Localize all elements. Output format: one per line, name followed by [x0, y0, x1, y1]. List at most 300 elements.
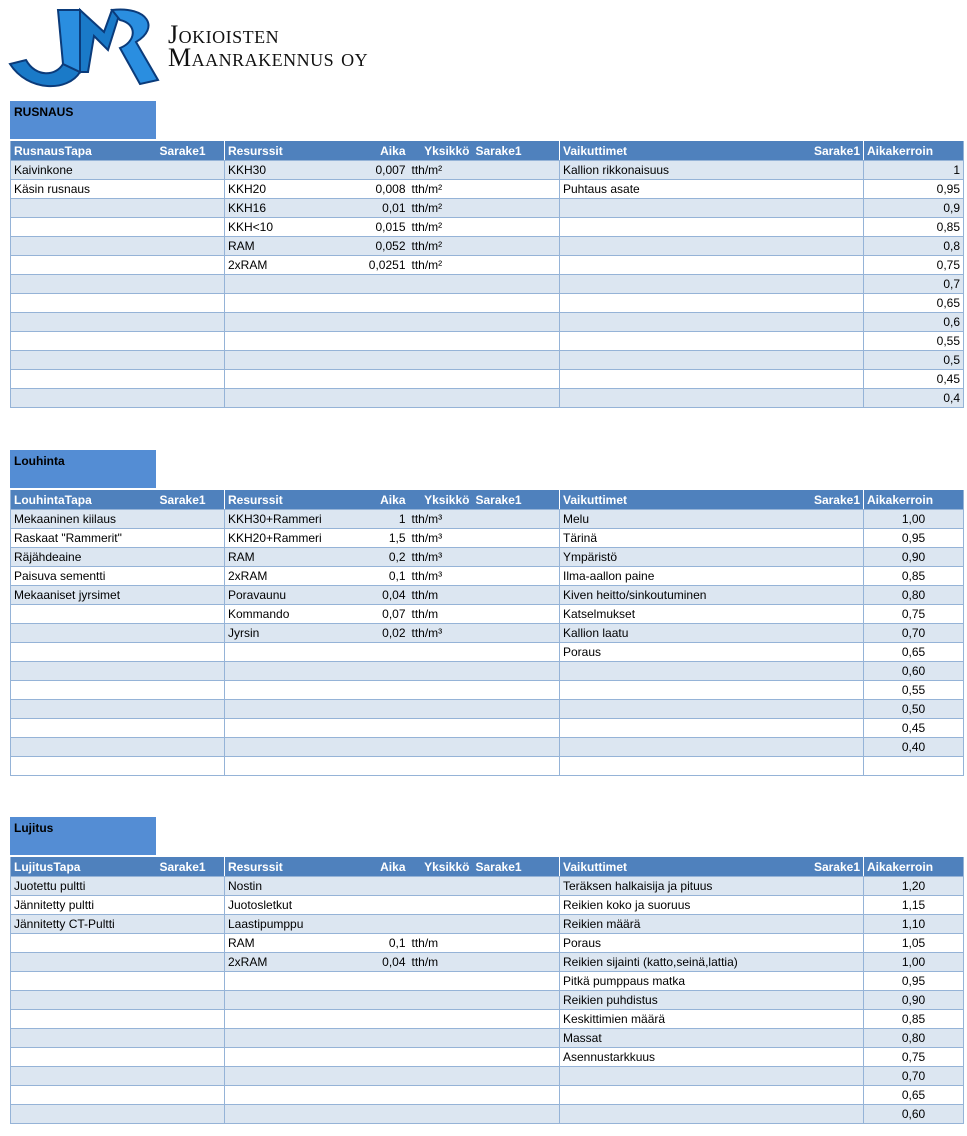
- table-cell[interactable]: [225, 1010, 343, 1029]
- column-header[interactable]: Yksikkö: [409, 490, 473, 510]
- table-cell[interactable]: [157, 351, 225, 370]
- table-cell[interactable]: [343, 991, 409, 1010]
- table-cell[interactable]: [560, 275, 800, 294]
- table-cell[interactable]: Keskittimien määrä: [560, 1010, 800, 1029]
- table-cell[interactable]: [225, 662, 343, 681]
- table-cell[interactable]: 0,1: [343, 934, 409, 953]
- table-cell[interactable]: [800, 1048, 864, 1067]
- table-cell[interactable]: [473, 529, 560, 548]
- table-cell[interactable]: 0,90: [864, 548, 964, 567]
- table-cell[interactable]: [157, 161, 225, 180]
- table-cell[interactable]: Poraus: [560, 934, 800, 953]
- table-cell[interactable]: [11, 934, 157, 953]
- table-cell[interactable]: [225, 1067, 343, 1086]
- table-cell[interactable]: [225, 738, 343, 757]
- table-cell[interactable]: Kallion rikkonaisuus: [560, 161, 800, 180]
- table-cell[interactable]: Jyrsin: [225, 624, 343, 643]
- table-cell[interactable]: 2xRAM: [225, 256, 343, 275]
- table-cell[interactable]: [157, 681, 225, 700]
- table-cell[interactable]: Kaivinkone: [11, 161, 157, 180]
- table-cell[interactable]: [343, 351, 409, 370]
- table-cell[interactable]: 0,85: [864, 1010, 964, 1029]
- table-cell[interactable]: 0,02: [343, 624, 409, 643]
- table-cell[interactable]: [409, 1067, 473, 1086]
- table-cell[interactable]: [473, 180, 560, 199]
- table-cell[interactable]: tth/m²: [409, 180, 473, 199]
- table-cell[interactable]: [800, 180, 864, 199]
- table-cell[interactable]: [800, 275, 864, 294]
- table-cell[interactable]: [343, 1067, 409, 1086]
- table-cell[interactable]: [157, 548, 225, 567]
- table-cell[interactable]: 1,00: [864, 953, 964, 972]
- table-cell[interactable]: [560, 738, 800, 757]
- table-cell[interactable]: [343, 275, 409, 294]
- table-cell[interactable]: 0,007: [343, 161, 409, 180]
- column-header[interactable]: Sarake1: [157, 490, 225, 510]
- table-cell[interactable]: KKH30+Rammeri: [225, 510, 343, 529]
- table-cell[interactable]: [560, 700, 800, 719]
- table-cell[interactable]: [800, 1067, 864, 1086]
- table-cell[interactable]: [225, 643, 343, 662]
- table-cell[interactable]: tth/m: [409, 605, 473, 624]
- table-cell[interactable]: [157, 370, 225, 389]
- table-cell[interactable]: [343, 332, 409, 351]
- table-cell[interactable]: [157, 1010, 225, 1029]
- table-cell[interactable]: 0,50: [864, 700, 964, 719]
- table-cell[interactable]: [343, 877, 409, 896]
- table-cell[interactable]: [473, 313, 560, 332]
- table-cell[interactable]: 0,1: [343, 567, 409, 586]
- table-cell[interactable]: [225, 991, 343, 1010]
- table-cell[interactable]: 0,7: [864, 275, 964, 294]
- table-cell[interactable]: [800, 389, 864, 408]
- table-cell[interactable]: 0,01: [343, 199, 409, 218]
- table-cell[interactable]: Raskaat "Rammerit": [11, 529, 157, 548]
- table-cell[interactable]: Puhtaus asate: [560, 180, 800, 199]
- table-cell[interactable]: [225, 351, 343, 370]
- table-cell[interactable]: [343, 700, 409, 719]
- table-cell[interactable]: [800, 256, 864, 275]
- table-cell[interactable]: [473, 953, 560, 972]
- table-cell[interactable]: tth/m: [409, 953, 473, 972]
- table-cell[interactable]: Kommando: [225, 605, 343, 624]
- table-cell[interactable]: [800, 624, 864, 643]
- table-cell[interactable]: [157, 757, 225, 776]
- table-cell[interactable]: [11, 1029, 157, 1048]
- table-cell[interactable]: [157, 567, 225, 586]
- column-header[interactable]: Sarake1: [800, 490, 864, 510]
- table-cell[interactable]: [473, 218, 560, 237]
- table-cell[interactable]: Reikien määrä: [560, 915, 800, 934]
- table-cell[interactable]: [157, 313, 225, 332]
- table-cell[interactable]: [225, 275, 343, 294]
- table-cell[interactable]: [473, 1029, 560, 1048]
- table-cell[interactable]: [11, 643, 157, 662]
- table-cell[interactable]: 0,45: [864, 719, 964, 738]
- table-cell[interactable]: [473, 294, 560, 313]
- table-cell[interactable]: [157, 991, 225, 1010]
- table-cell[interactable]: [11, 662, 157, 681]
- table-cell[interactable]: [409, 757, 473, 776]
- column-header[interactable]: Sarake1: [157, 857, 225, 877]
- table-cell[interactable]: 0,5: [864, 351, 964, 370]
- table-cell[interactable]: 2xRAM: [225, 953, 343, 972]
- table-cell[interactable]: [343, 1086, 409, 1105]
- table-cell[interactable]: Ympäristö: [560, 548, 800, 567]
- table-cell[interactable]: [343, 1048, 409, 1067]
- table-cell[interactable]: 0,45: [864, 370, 964, 389]
- table-cell[interactable]: 1,20: [864, 877, 964, 896]
- table-cell[interactable]: tth/m²: [409, 256, 473, 275]
- table-cell[interactable]: [560, 313, 800, 332]
- table-cell[interactable]: Nostin: [225, 877, 343, 896]
- column-header[interactable]: Sarake1: [800, 141, 864, 161]
- table-cell[interactable]: [157, 529, 225, 548]
- table-cell[interactable]: [560, 370, 800, 389]
- table-cell[interactable]: 0,60: [864, 662, 964, 681]
- column-header[interactable]: LujitusTapa: [11, 857, 157, 877]
- table-cell[interactable]: RAM: [225, 237, 343, 256]
- table-cell[interactable]: [157, 332, 225, 351]
- table-cell[interactable]: [225, 719, 343, 738]
- table-cell[interactable]: [560, 199, 800, 218]
- table-cell[interactable]: [225, 313, 343, 332]
- column-header[interactable]: Resurssit: [225, 141, 343, 161]
- table-cell[interactable]: [225, 681, 343, 700]
- table-cell[interactable]: [409, 991, 473, 1010]
- table-cell[interactable]: Poravaunu: [225, 586, 343, 605]
- table-cell[interactable]: [800, 877, 864, 896]
- table-cell[interactable]: 0,75: [864, 256, 964, 275]
- table-cell[interactable]: [800, 972, 864, 991]
- table-cell[interactable]: 0,6: [864, 313, 964, 332]
- table-cell[interactable]: tth/m³: [409, 624, 473, 643]
- table-cell[interactable]: 0,95: [864, 972, 964, 991]
- table-cell[interactable]: [157, 915, 225, 934]
- table-cell[interactable]: [11, 389, 157, 408]
- table-cell[interactable]: [800, 237, 864, 256]
- column-header[interactable]: Aikakerroin: [864, 857, 964, 877]
- table-cell[interactable]: 0,04: [343, 586, 409, 605]
- table-cell[interactable]: [800, 218, 864, 237]
- table-cell[interactable]: [225, 1086, 343, 1105]
- table-cell[interactable]: 1,05: [864, 934, 964, 953]
- table-cell[interactable]: [343, 313, 409, 332]
- table-cell[interactable]: [473, 643, 560, 662]
- table-cell[interactable]: [560, 218, 800, 237]
- table-cell[interactable]: 1,00: [864, 510, 964, 529]
- column-header[interactable]: Aika: [343, 141, 409, 161]
- table-cell[interactable]: [473, 1105, 560, 1124]
- table-cell[interactable]: [11, 700, 157, 719]
- table-cell[interactable]: tth/m²: [409, 199, 473, 218]
- table-cell[interactable]: [560, 1086, 800, 1105]
- table-cell[interactable]: [800, 719, 864, 738]
- table-cell[interactable]: [225, 332, 343, 351]
- table-cell[interactable]: [157, 256, 225, 275]
- table-cell[interactable]: [800, 896, 864, 915]
- table-cell[interactable]: KKH<10: [225, 218, 343, 237]
- table-cell[interactable]: [473, 510, 560, 529]
- table-cell[interactable]: tth/m³: [409, 567, 473, 586]
- table-cell[interactable]: 0,95: [864, 529, 964, 548]
- table-cell[interactable]: 0,55: [864, 332, 964, 351]
- table-cell[interactable]: Melu: [560, 510, 800, 529]
- table-cell[interactable]: [11, 757, 157, 776]
- table-cell[interactable]: [11, 605, 157, 624]
- table-cell[interactable]: KKH20: [225, 180, 343, 199]
- table-cell[interactable]: [157, 738, 225, 757]
- table-cell[interactable]: [225, 1105, 343, 1124]
- table-cell[interactable]: [11, 256, 157, 275]
- table-cell[interactable]: 0,07: [343, 605, 409, 624]
- table-cell[interactable]: [473, 275, 560, 294]
- column-header[interactable]: Aika: [343, 857, 409, 877]
- table-cell[interactable]: [225, 1029, 343, 1048]
- table-cell[interactable]: Asennustarkkuus: [560, 1048, 800, 1067]
- table-cell[interactable]: [560, 256, 800, 275]
- column-header[interactable]: Sarake1: [473, 490, 560, 510]
- table-cell[interactable]: Reikien puhdistus: [560, 991, 800, 1010]
- table-cell[interactable]: [864, 757, 964, 776]
- table-cell[interactable]: [343, 1010, 409, 1029]
- table-cell[interactable]: 0,2: [343, 548, 409, 567]
- column-header[interactable]: Sarake1: [157, 141, 225, 161]
- table-cell[interactable]: [11, 199, 157, 218]
- table-cell[interactable]: 0,70: [864, 624, 964, 643]
- table-cell[interactable]: Ilma-aallon paine: [560, 567, 800, 586]
- table-cell[interactable]: [409, 294, 473, 313]
- column-header[interactable]: Resurssit: [225, 490, 343, 510]
- table-cell[interactable]: [11, 313, 157, 332]
- table-cell[interactable]: [473, 605, 560, 624]
- table-cell[interactable]: Jännitetty CT-Pultti: [11, 915, 157, 934]
- table-cell[interactable]: [473, 757, 560, 776]
- table-cell[interactable]: [800, 586, 864, 605]
- table-cell[interactable]: [473, 586, 560, 605]
- table-cell[interactable]: Räjähdeaine: [11, 548, 157, 567]
- table-cell[interactable]: [343, 1105, 409, 1124]
- table-cell[interactable]: [343, 681, 409, 700]
- table-cell[interactable]: [409, 915, 473, 934]
- table-cell[interactable]: [157, 1086, 225, 1105]
- table-cell[interactable]: [560, 351, 800, 370]
- table-cell[interactable]: [343, 370, 409, 389]
- table-cell[interactable]: [225, 700, 343, 719]
- table-cell[interactable]: [800, 332, 864, 351]
- table-cell[interactable]: [473, 896, 560, 915]
- table-cell[interactable]: 0,85: [864, 218, 964, 237]
- table-cell[interactable]: [343, 915, 409, 934]
- table-cell[interactable]: [157, 624, 225, 643]
- table-cell[interactable]: [800, 1029, 864, 1048]
- table-cell[interactable]: [157, 389, 225, 408]
- table-cell[interactable]: [800, 567, 864, 586]
- table-cell[interactable]: 0,65: [864, 1086, 964, 1105]
- table-cell[interactable]: [560, 1105, 800, 1124]
- table-cell[interactable]: [473, 662, 560, 681]
- table-cell[interactable]: [157, 934, 225, 953]
- table-cell[interactable]: 1: [343, 510, 409, 529]
- table-cell[interactable]: [560, 332, 800, 351]
- table-cell[interactable]: Katselmukset: [560, 605, 800, 624]
- table-cell[interactable]: 2xRAM: [225, 567, 343, 586]
- table-cell[interactable]: [157, 180, 225, 199]
- table-cell[interactable]: [409, 370, 473, 389]
- table-cell[interactable]: [409, 332, 473, 351]
- table-cell[interactable]: 0,75: [864, 1048, 964, 1067]
- table-cell[interactable]: [800, 681, 864, 700]
- table-cell[interactable]: tth/m: [409, 586, 473, 605]
- table-cell[interactable]: 0,9: [864, 199, 964, 218]
- table-cell[interactable]: [409, 351, 473, 370]
- table-cell[interactable]: [409, 662, 473, 681]
- table-cell[interactable]: [473, 1067, 560, 1086]
- table-cell[interactable]: [409, 1048, 473, 1067]
- table-cell[interactable]: [560, 719, 800, 738]
- table-cell[interactable]: [800, 161, 864, 180]
- table-cell[interactable]: [157, 953, 225, 972]
- column-header[interactable]: Aikakerroin: [864, 141, 964, 161]
- table-cell[interactable]: [800, 370, 864, 389]
- table-cell[interactable]: [560, 237, 800, 256]
- table-cell[interactable]: [343, 896, 409, 915]
- table-cell[interactable]: [343, 972, 409, 991]
- table-cell[interactable]: [473, 700, 560, 719]
- table-cell[interactable]: [11, 294, 157, 313]
- table-cell[interactable]: [343, 757, 409, 776]
- column-header[interactable]: Resurssit: [225, 857, 343, 877]
- table-cell[interactable]: [800, 934, 864, 953]
- table-cell[interactable]: [409, 719, 473, 738]
- table-cell[interactable]: Paisuva sementti: [11, 567, 157, 586]
- table-cell[interactable]: 0,65: [864, 294, 964, 313]
- table-cell[interactable]: Reikien koko ja suoruus: [560, 896, 800, 915]
- table-cell[interactable]: 0,008: [343, 180, 409, 199]
- table-cell[interactable]: [473, 256, 560, 275]
- table-cell[interactable]: [11, 218, 157, 237]
- table-cell[interactable]: [473, 915, 560, 934]
- column-header[interactable]: Aika: [343, 490, 409, 510]
- table-cell[interactable]: 0,8: [864, 237, 964, 256]
- table-cell[interactable]: [800, 738, 864, 757]
- table-cell[interactable]: [11, 1010, 157, 1029]
- table-cell[interactable]: RAM: [225, 934, 343, 953]
- table-cell[interactable]: [473, 681, 560, 700]
- table-cell[interactable]: [343, 719, 409, 738]
- table-cell[interactable]: Pitkä pumppaus matka: [560, 972, 800, 991]
- table-cell[interactable]: [800, 294, 864, 313]
- table-cell[interactable]: [473, 738, 560, 757]
- column-header[interactable]: LouhintaTapa: [11, 490, 157, 510]
- table-cell[interactable]: [11, 719, 157, 738]
- table-cell[interactable]: [11, 991, 157, 1010]
- table-cell[interactable]: 0,0251: [343, 256, 409, 275]
- table-cell[interactable]: [157, 199, 225, 218]
- column-header[interactable]: Vaikuttimet: [560, 490, 800, 510]
- table-cell[interactable]: Teräksen halkaisija ja pituus: [560, 877, 800, 896]
- table-cell[interactable]: [11, 275, 157, 294]
- table-cell[interactable]: [800, 1010, 864, 1029]
- table-cell[interactable]: Poraus: [560, 643, 800, 662]
- table-cell[interactable]: 0,95: [864, 180, 964, 199]
- table-cell[interactable]: [409, 643, 473, 662]
- table-cell[interactable]: [473, 567, 560, 586]
- table-cell[interactable]: [11, 1067, 157, 1086]
- table-cell[interactable]: [157, 1067, 225, 1086]
- table-cell[interactable]: [11, 237, 157, 256]
- table-cell[interactable]: [800, 351, 864, 370]
- table-cell[interactable]: Kiven heitto/sinkoutuminen: [560, 586, 800, 605]
- table-cell[interactable]: 1,15: [864, 896, 964, 915]
- table-cell[interactable]: [473, 719, 560, 738]
- table-cell[interactable]: [343, 294, 409, 313]
- table-cell[interactable]: Laastipumppu: [225, 915, 343, 934]
- table-cell[interactable]: [11, 681, 157, 700]
- table-cell[interactable]: [800, 1086, 864, 1105]
- table-cell[interactable]: Tärinä: [560, 529, 800, 548]
- table-cell[interactable]: [157, 218, 225, 237]
- table-cell[interactable]: [157, 700, 225, 719]
- table-cell[interactable]: [560, 681, 800, 700]
- table-cell[interactable]: [473, 161, 560, 180]
- table-cell[interactable]: [157, 643, 225, 662]
- table-cell[interactable]: Massat: [560, 1029, 800, 1048]
- table-cell[interactable]: [473, 624, 560, 643]
- table-cell[interactable]: [409, 1105, 473, 1124]
- table-cell[interactable]: [473, 934, 560, 953]
- table-cell[interactable]: 0,80: [864, 586, 964, 605]
- table-cell[interactable]: [560, 294, 800, 313]
- table-cell[interactable]: 1,10: [864, 915, 964, 934]
- table-cell[interactable]: [157, 237, 225, 256]
- table-cell[interactable]: [343, 662, 409, 681]
- table-cell[interactable]: 1: [864, 161, 964, 180]
- table-cell[interactable]: [800, 313, 864, 332]
- table-cell[interactable]: [473, 877, 560, 896]
- table-cell[interactable]: [409, 738, 473, 757]
- table-cell[interactable]: [800, 915, 864, 934]
- table-cell[interactable]: [473, 1048, 560, 1067]
- table-cell[interactable]: [11, 332, 157, 351]
- table-cell[interactable]: 0,015: [343, 218, 409, 237]
- table-cell[interactable]: Juotettu pultti: [11, 877, 157, 896]
- table-cell[interactable]: [157, 586, 225, 605]
- table-cell[interactable]: [473, 351, 560, 370]
- table-cell[interactable]: [157, 605, 225, 624]
- table-cell[interactable]: tth/m: [409, 934, 473, 953]
- table-cell[interactable]: [560, 662, 800, 681]
- table-cell[interactable]: [409, 972, 473, 991]
- table-cell[interactable]: 0,40: [864, 738, 964, 757]
- table-cell[interactable]: [11, 1048, 157, 1067]
- table-cell[interactable]: [409, 896, 473, 915]
- table-cell[interactable]: [800, 757, 864, 776]
- table-cell[interactable]: [225, 757, 343, 776]
- table-cell[interactable]: [800, 662, 864, 681]
- table-cell[interactable]: [11, 738, 157, 757]
- column-header[interactable]: RusnausTapa: [11, 141, 157, 161]
- table-cell[interactable]: [157, 877, 225, 896]
- table-cell[interactable]: [343, 738, 409, 757]
- table-cell[interactable]: [11, 972, 157, 991]
- table-cell[interactable]: [800, 605, 864, 624]
- table-cell[interactable]: [409, 1029, 473, 1048]
- column-header[interactable]: Aikakerroin: [864, 490, 964, 510]
- column-header[interactable]: Yksikkö: [409, 141, 473, 161]
- table-cell[interactable]: 0,052: [343, 237, 409, 256]
- column-header[interactable]: Yksikkö: [409, 857, 473, 877]
